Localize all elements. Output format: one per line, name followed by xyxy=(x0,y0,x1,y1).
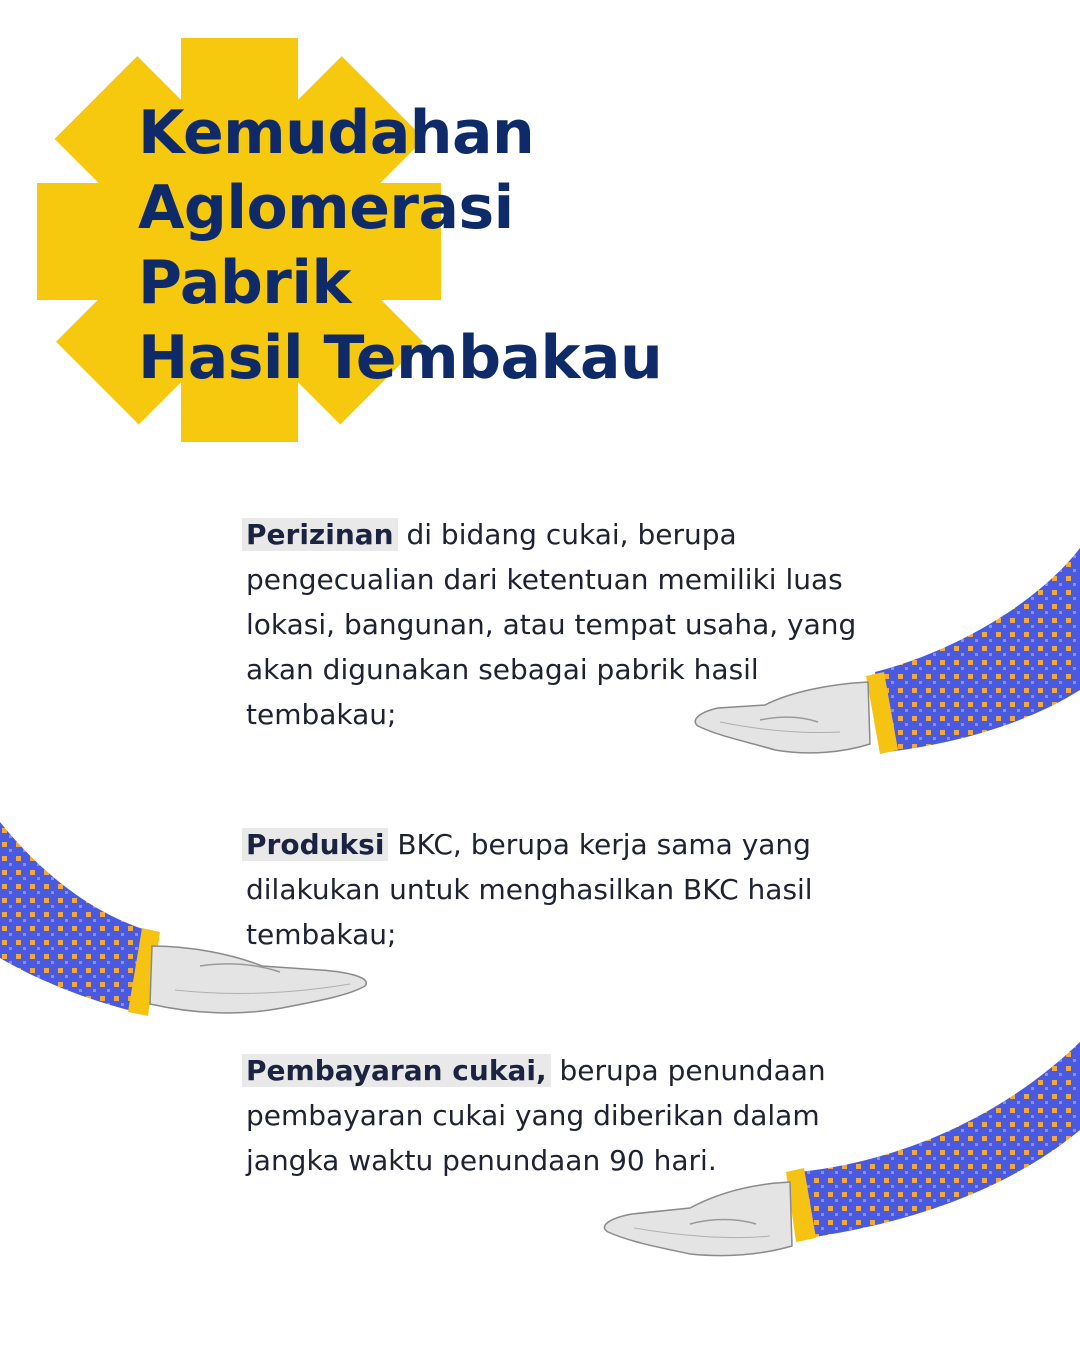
item-pembayaran-cukai xyxy=(246,1048,866,1183)
title-line-2: Aglomerasi xyxy=(138,173,514,243)
title-line-3: Pabrik xyxy=(138,248,351,318)
item-text: di bidang cukai, berupa pengecualian dari ketentuan memiliki luas lokasi, bangunan, atau tempat usaha, yang akan digunakan sebagai pabrik hasil tembakau; xyxy=(246,518,857,731)
item-text: berupa penundaan pembayaran cukai yang diberikan dalam jangka waktu penundaan 90 hari. xyxy=(246,1054,826,1177)
item-produksi xyxy=(246,822,866,957)
item-keyword: Perizinan xyxy=(242,518,398,551)
page-title xyxy=(138,96,662,396)
item-keyword: Produksi xyxy=(242,828,388,861)
title-line-1: Kemudahan xyxy=(138,98,535,168)
item-perizinan xyxy=(246,512,866,737)
title-line-4: Hasil Tembakau xyxy=(138,323,663,393)
item-text: BKC, berupa kerja sama yang dilakukan untuk menghasilkan BKC hasil tembakau; xyxy=(246,828,813,951)
item-keyword: Pembayaran cukai, xyxy=(242,1054,551,1087)
